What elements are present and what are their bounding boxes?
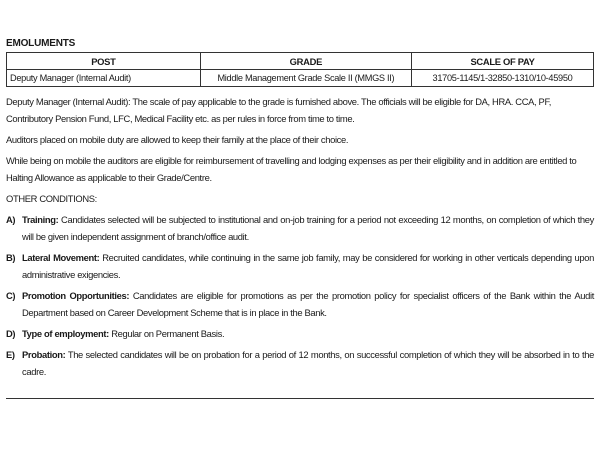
condition-label: Promotion Opportunities: <box>22 290 130 301</box>
condition-text: Regular on Permanent Basis. <box>108 328 225 339</box>
condition-marker: C) <box>6 290 16 301</box>
section-heading: EMOLUMENTS <box>6 38 76 49</box>
condition-text: The selected candidates will be on probation for a period of 12 months, on successful completion of which they will be absorbed in to the cadre. <box>22 349 594 377</box>
cell-grade: Middle Management Grade Scale II (MMGS II) <box>200 70 411 87</box>
table-header-row <box>7 53 594 70</box>
condition-marker: D) <box>6 328 16 339</box>
condition-lateral-movement <box>6 249 594 283</box>
condition-marker: B) <box>6 252 16 263</box>
condition-probation <box>6 346 594 380</box>
condition-text: Candidates selected will be subjected to institutional and on-job training for a period not exceeding 12 months, on completion of which they will be given independent assignment of branch/office audit. <box>22 214 594 242</box>
pay-scale-paragraph: Deputy Manager (Internal Audit): The scale of pay applicable to the grade is furnished above. The officials will be eligible for DA, HRA. CCA, PF, Contributory Pension Fund, LFC, Medical Facility etc. as per rules in force from time to time. <box>6 96 552 124</box>
condition-label: Training: <box>22 214 59 225</box>
condition-text: Recruited candidates, while continuing in the same job family, may be considered for working in other verticals depending upon administrative exigencies. <box>22 252 594 280</box>
emoluments-table <box>6 52 594 87</box>
column-header-scale-of-pay: SCALE OF PAY <box>412 53 594 70</box>
condition-text: Candidates are eligible for promotions as per the promotion policy for specialist officers of the Bank within the Audit Department based on Career Development Scheme that is in place in the Bank. <box>22 290 594 318</box>
cell-post: Deputy Manager (Internal Audit) <box>7 70 201 87</box>
cell-scale-of-pay: 31705-1145/1-32850-1310/10-45950 <box>412 70 594 87</box>
condition-training <box>6 211 594 245</box>
condition-type-of-employment <box>6 325 594 342</box>
family-paragraph: Auditors placed on mobile duty are allowed to keep their family at the place of their choice. <box>6 134 349 145</box>
column-header-grade: GRADE <box>200 53 411 70</box>
bottom-divider <box>6 398 594 399</box>
column-header-post: POST <box>7 53 201 70</box>
document-body <box>6 93 594 384</box>
table-row <box>7 70 594 87</box>
condition-marker: E) <box>6 349 15 360</box>
other-conditions-heading: OTHER CONDITIONS: <box>6 193 97 204</box>
condition-promotion-opportunities <box>6 287 594 321</box>
condition-label: Probation: <box>22 349 66 360</box>
condition-label: Type of employment: <box>22 328 109 339</box>
condition-label: Lateral Movement: <box>22 252 100 263</box>
allowance-paragraph: While being on mobile the auditors are eligible for reimbursement of travelling and lodging expenses as per their eligibility and in addition are entitled to Halting Allowance as applicable to their Grade/Centre. <box>6 155 577 183</box>
condition-marker: A) <box>6 214 16 225</box>
